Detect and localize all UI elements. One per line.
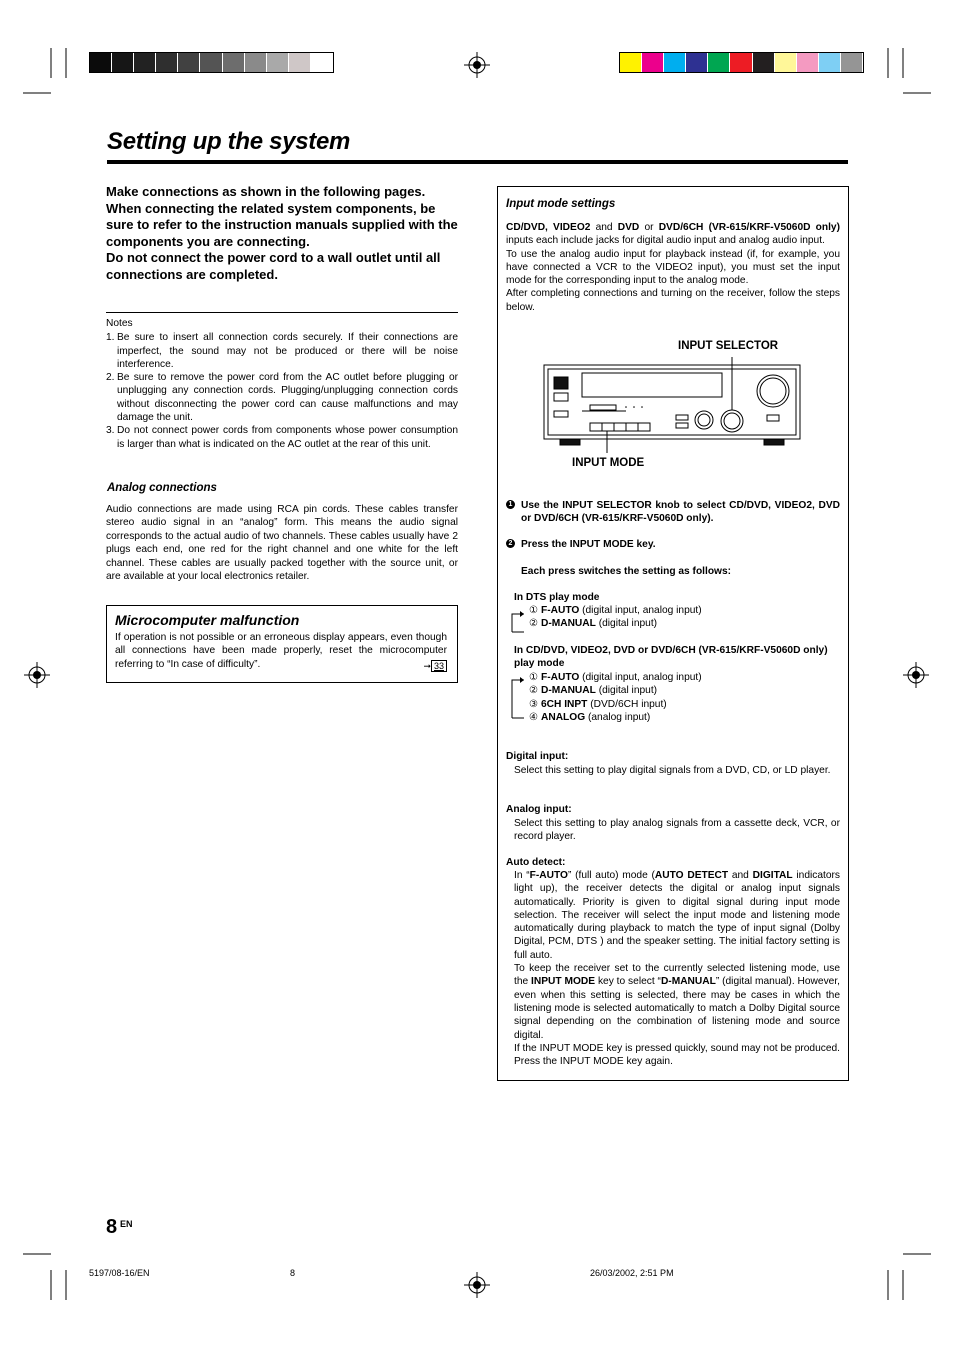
mode-item [529, 684, 839, 697]
step-number-1: 1 [506, 500, 515, 509]
auto-f: DIGITAL [752, 870, 793, 881]
registration-mark-right [901, 660, 931, 690]
dts-mode-heading: In DTS play mode [514, 592, 600, 603]
footer-page: 8 [290, 1268, 296, 1278]
microcomputer-heading: Microcomputer malfunction [115, 612, 300, 628]
mode-item [529, 604, 839, 617]
page-ref [423, 660, 447, 673]
auto-d: AUTO DETECT [654, 870, 729, 881]
notes-heading: Notes [106, 318, 133, 329]
color-swatch [178, 53, 200, 72]
input-mode-heading: Input mode settings [506, 198, 616, 210]
page-number: 8 [106, 1216, 118, 1238]
keep-d: D-MANUAL [660, 976, 716, 988]
input-mode-label: INPUT MODE [572, 457, 645, 469]
intro-dvd6: DVD/6CH (VR-615/KRF-V5060D only) [658, 222, 840, 233]
step-number-2: 2 [506, 539, 515, 548]
color-swatch [664, 53, 686, 72]
color-swatch [708, 53, 730, 72]
input-mode-intro [506, 221, 840, 314]
mode-desc: (analog input) [587, 711, 651, 723]
mode-number: ① [529, 672, 539, 683]
color-swatch [753, 53, 775, 72]
intro-rest: inputs each include jacks for digital audio input and analog audio input. [506, 235, 825, 247]
color-swatch [245, 53, 267, 72]
registration-mark-top [462, 50, 492, 80]
mode-number: ③ [529, 698, 539, 710]
mode-item [529, 617, 839, 630]
step-2 [506, 538, 840, 551]
mode-desc: (digital input) [598, 685, 658, 697]
registration-mark-bottom [462, 1270, 492, 1300]
auto-g: indicators light up), the receiver detects the digital or analog input signals automatically. Priority is given to digital signal during input mode selection. The receiver will select the input mode and listening mode automatically during playback to match the type of input signal (Dolby Digital, PCM, DTS ) and the speaker setting. The initial factory setting is full auto. [514, 870, 840, 961]
title-rule [107, 160, 848, 164]
step-2-text: Press the INPUT MODE key. [521, 539, 656, 550]
input-mode-box [497, 186, 849, 1081]
arrow-icon: ➞ [423, 660, 431, 671]
color-swatch [730, 53, 752, 72]
intro-or: or [639, 222, 659, 233]
cd-mode-heading: In CD/DVD, VIDEO2, DVD or DVD/6CH (VR-615/KRF-V5060D only) play mode [514, 645, 828, 670]
note-item [106, 371, 458, 424]
note-text: Do not connect power cords from components whose power consumption is larger than what is indicated on the AC outlet at the rear of this unit. [117, 425, 458, 450]
mode-name: F-AUTO [540, 672, 580, 683]
auto-last: If the INPUT MODE key is pressed quickly, sound may not be produced. Press the INPUT MODE key again. [514, 1042, 840, 1068]
intro [106, 184, 458, 284]
divider [106, 312, 458, 313]
note-item [106, 331, 458, 371]
note-text: Be sure to insert all connection cords securely. If their connections are imperfect, the sound may not be produced or there will be noise interference. [117, 332, 458, 370]
auto-c: ” (full auto) mode ( [567, 870, 655, 881]
mode-number: ④ [529, 711, 539, 723]
color-swatch [620, 53, 642, 72]
color-swatch [156, 53, 178, 72]
color-swatch [112, 53, 134, 72]
note-number: 3. [106, 425, 115, 437]
mode-name: F-AUTO [540, 605, 580, 616]
intro-p2: To use the analog audio input for playback instead (if, for example, you have connected a VCR to the VIDEO2 input), you must set the input mode for the corresponding input to the analog mode. [506, 248, 840, 287]
note-number: 1. [106, 332, 115, 344]
intro-dvd: DVD [617, 222, 640, 233]
mode-desc: (digital input, analog input) [582, 672, 702, 683]
cycle-arrow-icon [510, 608, 526, 634]
auto-detect-text [506, 869, 840, 1068]
auto-e: and [728, 870, 753, 881]
intro-paragraph-1: Make connections as shown in the following pages. When connecting the related system components, be sure to refer to the instruction manuals supplied with the components you are connecting. [106, 184, 458, 249]
color-swatch [223, 53, 245, 72]
intro-paragraph-2: Do not connect the power cord to a wall outlet until all connections are completed. [106, 250, 441, 282]
note-number: 2. [106, 372, 115, 384]
auto-detect-heading: Auto detect: [506, 857, 566, 868]
color-swatch [134, 53, 156, 72]
digital-input-heading: Digital input: [506, 751, 569, 762]
color-swatch [775, 53, 797, 72]
color-swatch [267, 53, 289, 72]
note-item [106, 424, 458, 451]
auto-b: F-AUTO [529, 870, 568, 881]
step-1 [506, 499, 840, 526]
color-swatch [90, 53, 112, 72]
mode-item [529, 671, 839, 684]
keep-e: ” (digital manual). However, even when this setting is selected, there may be cases in which the listening mode is selected automatically to match a Dolby Digital source signal depending on the combination of listening mode and source digital. [514, 976, 840, 1041]
mode-number: ② [529, 685, 539, 697]
intro-p3: After completing connections and turning on the receiver, follow the steps below. [506, 288, 840, 313]
footer-job-id: 5197/08-16/EN [89, 1268, 150, 1278]
mode-name: ANALOG [540, 711, 586, 723]
page-ref-number: 33 [431, 660, 447, 672]
color-swatch [289, 53, 311, 72]
microcomputer-body: If operation is not possible or an erroneous display appears, even though all connections have been made properly, reset the microcomputer referring to “In case of difficulty”. [115, 632, 447, 670]
page-title: Setting up the system [107, 128, 351, 155]
dts-mode-list [529, 604, 839, 631]
each-press-text: Each press switches the setting as follows: [521, 566, 732, 577]
footer-date: 26/03/2002, 2:51 PM [590, 1268, 674, 1278]
color-swatch [819, 53, 841, 72]
keep-b: INPUT MODE [531, 976, 596, 988]
mode-item [529, 711, 839, 724]
intro-and: and [590, 222, 618, 233]
mode-name: D-MANUAL [540, 685, 596, 697]
color-swatch [841, 53, 863, 72]
microcomputer-text [115, 631, 447, 673]
keep-c: key to select “ [595, 976, 661, 988]
mode-number: ① [529, 605, 539, 616]
digital-input-text: Select this setting to play digital signals from a DVD, CD, or LD player. [514, 765, 831, 776]
mode-desc: (DVD/6CH input) [590, 698, 667, 710]
analog-input-text: Select this setting to play analog signals from a cassette deck, VCR, or record player. [514, 818, 840, 843]
analog-text: Audio connections are made using RCA pin cords. These cables transfer stereo audio signal in an “analog” form. This means the audio signal corresponds to the actual audio of two channels. These cables usually have 2 plugs each end, one red for the right channel and one white for the left channel. These cables are usually packed together with the source unit, or are available at your local electronics retailer. [106, 504, 458, 583]
color-swatch [642, 53, 664, 72]
mode-desc: (digital input) [598, 618, 658, 630]
page-number-suffix: EN [120, 1219, 133, 1229]
mode-name: D-MANUAL [540, 618, 596, 630]
notes [106, 317, 458, 451]
note-text: Be sure to remove the power cord from the AC outlet before plugging or unplugging any connection cords. Plugging/unplugging connection cords without disconnecting the power cord can cause malfunctions and may damage the unit. [117, 372, 458, 424]
mode-desc: (digital input, analog input) [582, 605, 702, 616]
color-swatch [311, 53, 333, 72]
input-selector-label: INPUT SELECTOR [678, 340, 779, 352]
mode-name: 6CH INPT [540, 698, 588, 710]
color-swatch [797, 53, 819, 72]
registration-mark-left [22, 660, 52, 690]
color-bar [619, 52, 864, 73]
auto-a: In “ [514, 870, 530, 881]
color-swatch [686, 53, 708, 72]
microcomputer-box [106, 605, 458, 683]
gray-bar [89, 52, 334, 73]
keep-a: To keep the receiver set to the currently selected listening mode, use the [514, 963, 840, 988]
intro-lead: CD/DVD, VIDEO2 [506, 222, 591, 233]
analog-heading: Analog connections [107, 482, 217, 494]
mode-item [529, 698, 839, 711]
cd-mode-list [529, 671, 839, 724]
analog-input-heading: Analog input: [506, 804, 572, 815]
mode-number: ② [529, 618, 539, 630]
color-swatch [200, 53, 222, 72]
receiver-illustration [542, 357, 804, 453]
cycle-arrow-icon [510, 674, 526, 720]
step-1-text: Use the INPUT SELECTOR knob to select CD/DVD, VIDEO2, DVD or DVD/6CH (VR-615/KRF-V5060D only). [521, 500, 840, 525]
